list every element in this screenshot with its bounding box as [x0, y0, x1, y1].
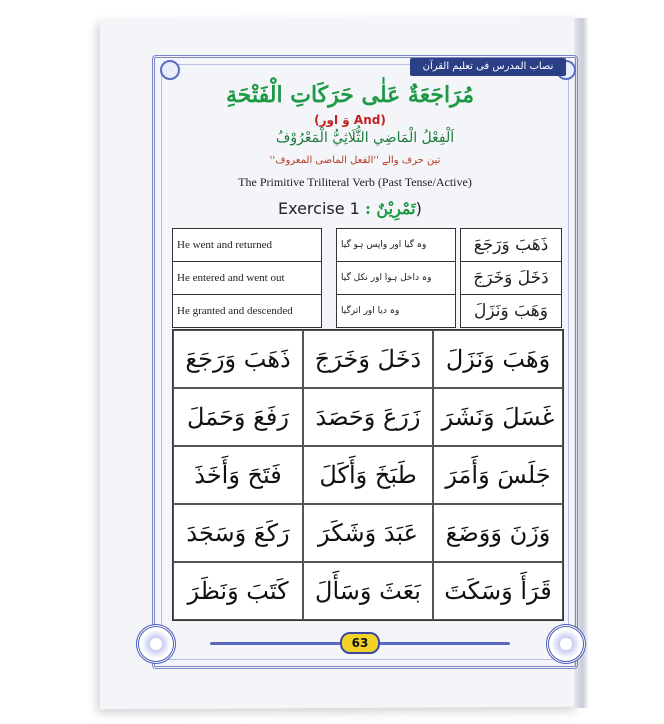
grid-cell: زَرَعَ وَحَصَدَ	[303, 388, 433, 446]
page-title: مُرَاجَعَةٌ عَلٰى حَرَكَاتِ الْفَتْحَةِ	[226, 82, 474, 108]
arabic-gloss-row: دَخَلَ وَخَرَجَ	[461, 262, 561, 295]
page-number: 63	[340, 632, 381, 654]
grid-cell: غَسَلَ وَنَشَرَ	[433, 388, 563, 446]
exercise-number: 1)	[349, 199, 422, 218]
exercise-label-arabic: تَمْرِيْنٌ :	[364, 199, 416, 218]
urdu-heading: تین حرف والے ''الفعل الماضی المعروف''	[269, 155, 441, 166]
english-gloss-row: He entered and went out	[173, 262, 321, 295]
grid-cell: وَهَبَ وَنَزَلَ	[433, 330, 563, 388]
grid-cell: دَخَلَ وَخَرَجَ	[303, 330, 433, 388]
series-header-band: نصاب المدرس فی تعلیم القرآن	[410, 58, 566, 76]
grid-cell: قَرَأَ وَسَكَتَ	[433, 562, 563, 620]
exercise-heading	[278, 199, 478, 218]
urdu-gloss-row: وہ داخل ہوا اور نکل گیا	[337, 262, 455, 295]
page-number-bar	[310, 632, 410, 654]
grid-cell: كَتَبَ وَنَظَرَ	[173, 562, 303, 620]
english-gloss-row: He granted and descended	[177, 305, 293, 317]
practice-word-grid	[172, 329, 564, 621]
rosette-ornament-right	[546, 624, 586, 664]
english-heading: The Primitive Triliteral Verb (Past Tense/Active)	[238, 175, 472, 189]
grid-cell: عَبَدَ وَشَكَرَ	[303, 504, 433, 562]
grid-cell: رَكَعَ وَسَجَدَ	[173, 504, 303, 562]
corner-ornament-top-left	[160, 60, 180, 80]
english-gloss-row: He went and returned	[173, 229, 321, 262]
exercise-label-english: Exercise	[278, 199, 345, 218]
urdu-gloss-row: وہ دیا اور اترگیا	[341, 306, 400, 316]
grid-cell: وَزَنَ وَوَضَعَ	[433, 504, 563, 562]
arabic-gloss-row: وَهَبَ وَنَزَلَ	[474, 301, 548, 321]
urdu-gloss-table	[336, 228, 456, 328]
grid-cell: طَبَخَ وَأَكَلَ	[303, 446, 433, 504]
page-subtitle: (وَ اور And)	[314, 113, 386, 127]
english-gloss-table	[172, 228, 322, 328]
arabic-gloss-row: ذَهَبَ وَرَجَعَ	[461, 229, 561, 262]
grid-cell: ذَهَبَ وَرَجَعَ	[173, 330, 303, 388]
grid-cell: جَلَسَ وَأَمَرَ	[433, 446, 563, 504]
arabic-gloss-table	[460, 228, 562, 328]
arabic-heading: اَلْفِعْلُ الْمَاضِي الثُّلَاثِيُّ الْمَعْرُوْفُ	[275, 130, 455, 146]
rosette-ornament-left	[136, 624, 176, 664]
grid-cell: رَفَعَ وَحَمَلَ	[173, 388, 303, 446]
grid-cell: بَعَثَ وَسَأَلَ	[303, 562, 433, 620]
grid-cell: فَتَحَ وَأَخَذَ	[173, 446, 303, 504]
urdu-gloss-row: وہ گیا اور واپس ہو گیا	[337, 229, 455, 262]
